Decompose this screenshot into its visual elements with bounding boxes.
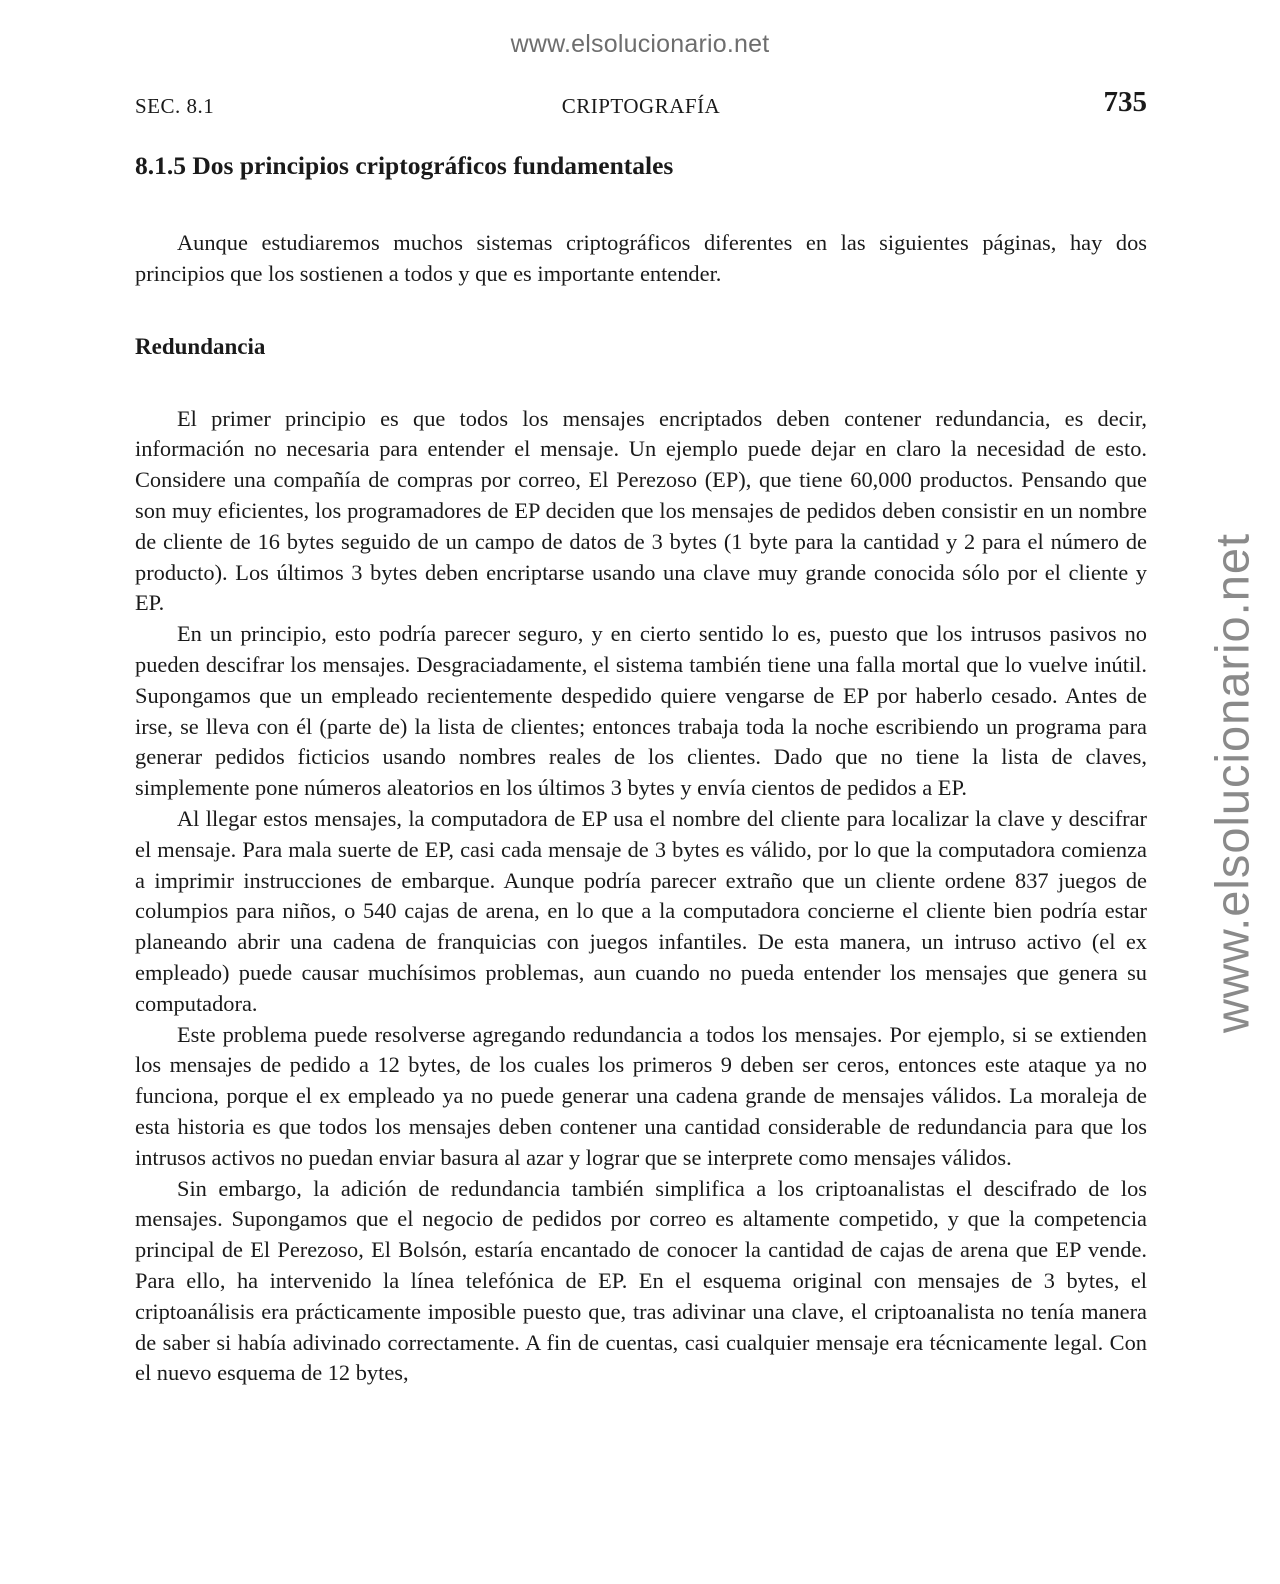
subsection-heading: Redundancia: [135, 333, 266, 359]
running-head-title: CRIPTOGRAFÍA: [561, 94, 721, 118]
running-head: [135, 86, 1147, 126]
paragraph-2: En un principio, esto podría parecer seguro, y en cierto sentido lo es, puesto que los intrusos pasivos no pueden descifrar los mensajes. Desgraciadamente, el sistema también tiene una falla mortal que lo vuelve inútil. Supongamos que un empleado recientemente despedido quiere vengarse de EP por haberlo cesado. Antes de irse, se lleva con él (parte de) la lista de clientes; entonces trabaja toda la noche escribiendo un programa para generar pedidos ficticios usando nombres reales de los clientes. Dado que no tiene la lista de claves, simplemente pone números aleatorios en los últimos 3 bytes y envía cientos de pedidos a EP.: [135, 621, 1147, 801]
page-number: 735: [1103, 86, 1147, 118]
watermark-top: www.elsolucionario.net: [510, 30, 770, 58]
watermark-side: www.elsolucionario.net: [1205, 532, 1259, 1034]
paragraph-1: El primer principio es que todos los mensajes encriptados deben contener redundancia, es decir, información no necesaria para entender el mensaje. Un ejemplo puede dejar en claro la necesidad de esto. Considere una compañía de compras por correo, El Perezoso (EP), que tiene 60,000 productos. Pensando que son muy eficientes, los programadores de EP deciden que los mensajes de pedidos deben consistir en un nombre de cliente de 16 bytes seguido de un campo de datos de 3 bytes (1 byte para la cantidad y 2 para el número de producto). Los últimos 3 bytes deben encriptarse usando una clave muy grande conocida sólo por el cliente y EP.: [135, 405, 1147, 616]
paragraph-4: Este problema puede resolverse agregando redundancia a todos los mensajes. Por ejemplo, si se extienden los mensajes de pedido a 12 bytes, de los cuales los primeros 9 deben ser ceros, entonces este ataque ya no funciona, porque el ex empleado ya no puede generar una cadena grande de mensajes válidos. La moraleja de esta historia es que todos los mensajes deben contener una cantidad considerable de redundancia para que los intrusos activos no puedan enviar basura al azar y lograr que se interprete como mensajes válidos.: [135, 1021, 1147, 1170]
intro-paragraph: Aunque estudiaremos muchos sistemas criptográficos diferentes en las siguientes páginas, hay dos principios que los sostienen a todos y que es importante entender.: [135, 230, 1147, 286]
paragraph-5: Sin embargo, la adición de redundancia también simplifica a los criptoanalistas el descifrado de los mensajes. Supongamos que el negocio de pedidos por correo es altamente competido, y que la competencia principal de El Perezoso, El Bolsón, estaría encantado de conocer la cantidad de cajas de arena que EP vende. Para ello, ha intervenido la línea telefónica de EP. En el esquema original con mensajes de 3 bytes, el criptoanálisis era prácticamente imposible puesto que, tras adivinar una clave, el criptoanalista no tenía manera de saber si había adivinado correctamente. A fin de cuentas, casi cualquier mensaje era técnicamente legal. Con el nuevo esquema de 12 bytes,: [135, 1175, 1147, 1386]
paragraph-3: Al llegar estos mensajes, la computadora de EP usa el nombre del cliente para localizar la clave y descifrar el mensaje. Para mala suerte de EP, casi cada mensaje de 3 bytes es válido, por lo que la computadora comienza a imprimir instrucciones de embarque. Aunque podría parecer extraño que un cliente ordene 837 juegos de columpios para niños, o 540 cajas de arena, en lo que a la computadora concierne el cliente bien podría estar planeando abrir una cadena de franquicias con juegos infantiles. De esta manera, un intruso activo (el ex empleado) puede causar muchísimos problemas, aun cuando no pueda entender los mensajes que genera su computadora.: [135, 805, 1147, 1016]
section-heading: 8.1.5 Dos principios criptográficos fundamentales: [135, 151, 674, 180]
running-head-section: SEC. 8.1: [135, 94, 215, 118]
page-content: [135, 148, 1147, 1389]
